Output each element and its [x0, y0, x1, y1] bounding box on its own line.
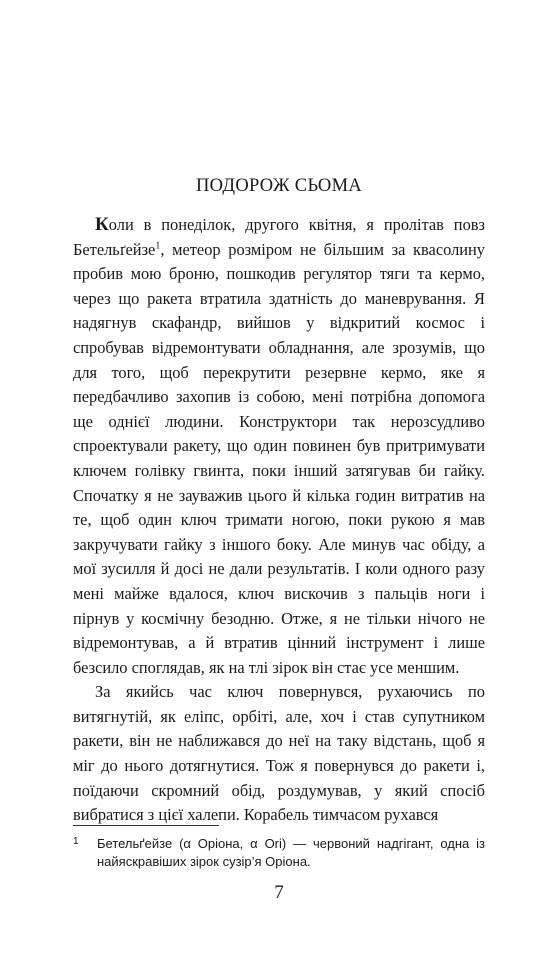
- paragraph-1-text-end: , метеор розміром не більшим за квасолину пробив мою броню, пошкодив регулятор тяги та кермо, через що ракета втратила здатність до маневрування. Я надягнув скафандр, вийшов у відкритий космос і спробував відремонтувати обладнання, але зрозумів, що для того, щоб перекрутити резервне кермо, яке я передбачливо захопив із собою, мені потрібна допомога ще однієї людини. Конструктори так нерозсудливо спроектували ракету, що один повинен був притримувати ключем голівку гвинта, поки інший затягував би гайку. Спочатку я не зауважив цього й кілька годин витратив на те, щоб один ключ тримати ногою, поки рукою я мав закручувати гайку з іншого боку. Але минув час обіду, а мої зусилля й досі не дали результатів. І коли одного разу мені майже вдалося, ключ вискочив з пальців ноги і пірнув у космічну безодню. Отже, я не тільки нічого не відремонтував, а й втратив цінний інструмент і лише безсило споглядав, як на тлі зірок він стає усе меншим.: [73, 239, 485, 677]
- drop-cap: К: [95, 214, 109, 235]
- footnote: [73, 835, 485, 871]
- footnote-divider: [73, 825, 219, 826]
- footnote-reference[interactable]: 1: [155, 240, 161, 252]
- paragraph-1-text-start: оли в понеділок, другого квітня, я пролітав повз Бетельґейзе: [73, 215, 485, 259]
- footnote-marker: 1: [73, 836, 79, 847]
- book-page: [73, 0, 485, 970]
- paragraph-1: [73, 213, 485, 680]
- chapter-title: ПОДОРОЖ СЬОМА: [196, 176, 362, 196]
- page-number: 7: [274, 882, 284, 903]
- footnote-text: Бетельґейзе (α Оріона, α Ori) — червоний надгігант, одна із найяскравіших зірок сузір’я Оріона.: [97, 836, 485, 869]
- paragraph-2: За якийсь час ключ повернувся, рухаючись по витягнутій, як еліпс, орбіті, але, хоч і став супутником ракети, він не наближався до неї на таку відстань, щоб я міг до нього дотягнутися. Тож я повернувся до ракети і, поїдаючи скромний обід, роздумував, у який спосіб вибратися з цієї халепи. Корабель тимчасом рухався: [73, 682, 485, 825]
- body-text: [73, 213, 485, 828]
